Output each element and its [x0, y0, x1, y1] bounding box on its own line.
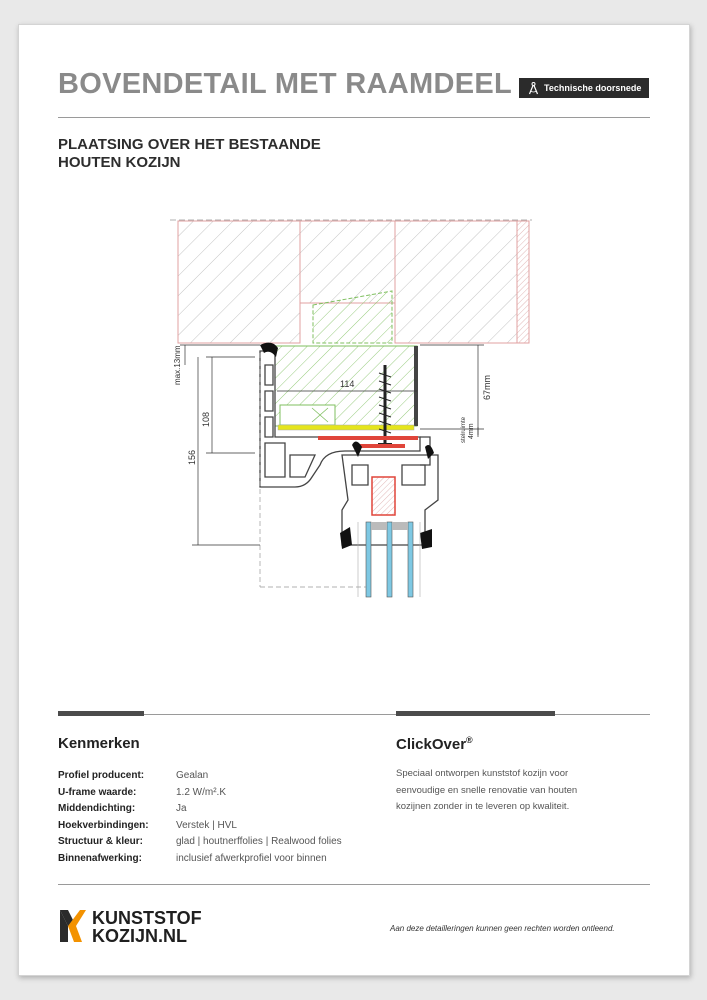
yellow-strip — [278, 425, 414, 430]
technical-section-badge — [519, 78, 649, 98]
property-row — [58, 785, 342, 802]
top-gasket — [260, 343, 278, 357]
masonry-left — [178, 221, 300, 343]
property-value: glad | houtnerffolies | Realwood folies — [176, 836, 342, 847]
property-label: Middendichting: — [58, 803, 136, 814]
property-value: 1.2 W/m².K — [176, 786, 227, 798]
wood-cutout — [280, 405, 335, 425]
property-row — [58, 801, 342, 818]
logo-mark-icon — [58, 908, 90, 944]
property-label: Structuur & kleur: — [58, 836, 144, 847]
kenmerken-accent-bar — [58, 711, 144, 716]
sash-gasket-right — [420, 529, 432, 549]
dim-max-13: max.13mm — [173, 345, 182, 385]
dim-156: 156 — [187, 449, 197, 465]
property-label: Binnenafwerking: — [58, 852, 142, 864]
logo-line-2: KOZIJN.NL — [92, 926, 188, 946]
property-row — [58, 851, 342, 868]
clickover-accent-bar — [396, 711, 555, 716]
wood-frame-edge — [414, 346, 418, 426]
section-subtitle — [58, 136, 321, 172]
clickover-heading — [396, 735, 473, 753]
footer-disclaimer: Aan deze detailleringen kunnen geen rechten worden ontleend. — [390, 924, 615, 933]
clickover-title: ClickOver — [396, 736, 467, 753]
badge-label: Technische doorsnede — [544, 83, 642, 93]
dim-114: 114 — [340, 379, 355, 389]
property-value: Gealan — [176, 770, 209, 781]
property-row — [58, 834, 342, 851]
dim-stelruimte: stelruimte — [461, 416, 467, 443]
clickover-description: Speciaal ontworpen kunststof kozijn voor eenvoudige en snelle renovatie van houten kozijnen zonder in te leveren op kwaliteit. — [396, 768, 578, 812]
header-divider — [58, 117, 650, 118]
footer-divider — [58, 884, 650, 885]
kenmerken-list — [58, 768, 342, 867]
dim-4: 4mm — [468, 423, 475, 439]
property-row — [58, 818, 342, 835]
sash-reinforcement — [372, 477, 395, 515]
kenmerken-heading: Kenmerken — [58, 735, 140, 752]
document-title: BOVENDETAIL MET RAAMDEEL — [58, 68, 513, 100]
subtitle-line-2: HOUTEN KOZIJN — [58, 154, 181, 171]
property-label: Hoekverbindingen: — [58, 819, 149, 831]
red-seal-strip — [318, 436, 418, 440]
property-value: Ja — [176, 803, 187, 814]
property-value: Verstek | HVL — [176, 819, 237, 831]
lower-divider — [58, 714, 650, 715]
subtitle-line-1: PLAATSING OVER HET BESTAANDE — [58, 136, 321, 153]
logo-line-1: KUNSTSTOF — [92, 908, 202, 928]
dim-67: 67mm — [482, 374, 492, 400]
property-label: Profiel producent: — [58, 770, 145, 781]
masonry-right — [395, 221, 517, 343]
registered-mark: ® — [466, 735, 473, 745]
property-label: U-frame waarde: — [58, 786, 137, 798]
plaster-right — [517, 221, 529, 343]
property-row — [58, 768, 342, 785]
glass-panes — [358, 522, 420, 597]
compass-icon — [528, 82, 539, 95]
cross-section-drawing — [120, 215, 540, 605]
property-value: inclusief afwerkprofiel voor binnen — [176, 852, 327, 864]
dim-108: 108 — [201, 411, 211, 427]
lintel-middle — [300, 221, 395, 303]
